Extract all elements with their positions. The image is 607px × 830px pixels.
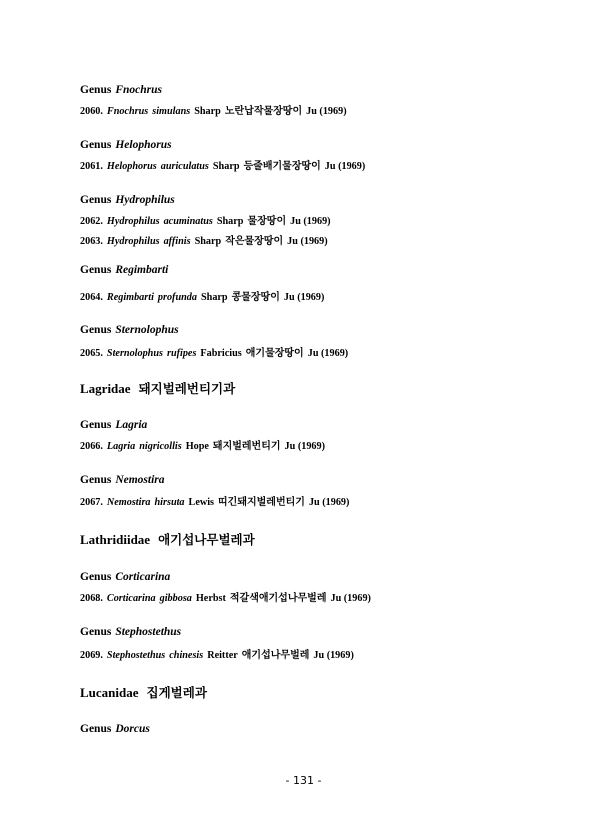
entry-species: nigricollis [139, 441, 182, 452]
entry-korean-name: 돼지벌레번티기 [212, 441, 281, 452]
family-korean-name: 집게벌레과 [146, 685, 207, 700]
species-entry [80, 646, 354, 661]
entry-genus: Lagria [106, 441, 136, 452]
entry-reference: Ju (1969) [330, 593, 371, 604]
entry-genus: Fnochrus [106, 106, 149, 117]
genus-label: Genus [80, 264, 112, 276]
genus-heading [80, 264, 168, 276]
entry-korean-name: 띠긴돼지벌레번티기 [218, 497, 305, 508]
species-entry [80, 493, 349, 508]
genus-heading [80, 571, 170, 583]
genus-heading [80, 194, 175, 206]
entry-korean-name: 노란납작물장땅이 [224, 106, 303, 117]
entry-reference: Ju (1969) [307, 348, 349, 359]
genus-label: Genus [80, 194, 112, 206]
entry-number: 2069. [80, 650, 103, 661]
family-name: Lucanidae [80, 685, 139, 700]
entry-species: profunda [157, 292, 197, 303]
entry-species: affinis [163, 236, 191, 247]
entry-korean-name: 콩물장땅이 [231, 292, 280, 303]
genus-heading [80, 84, 162, 96]
family-name: Lagridae [80, 381, 131, 396]
family-name: Lathridiidae [80, 532, 151, 547]
entry-number: 2062. [80, 216, 103, 227]
genus-name: Nemostira [115, 474, 165, 486]
genus-heading [80, 474, 165, 486]
species-entry [80, 288, 324, 303]
entry-genus: Helophorus [106, 161, 157, 172]
entry-genus: Corticarina [106, 593, 156, 604]
genus-label: Genus [80, 84, 112, 96]
entry-genus: Hydrophilus [106, 216, 160, 227]
entry-number: 2067. [80, 497, 103, 508]
entry-species: acuminatus [163, 216, 213, 227]
entry-number: 2065. [80, 348, 103, 359]
genus-label: Genus [80, 571, 112, 583]
species-entry [80, 344, 348, 359]
species-entry [80, 589, 371, 604]
entry-genus: Stephostethus [106, 650, 166, 661]
entry-author: Sharp [194, 236, 222, 247]
genus-name: Fnochrus [115, 84, 162, 96]
entry-author: Sharp [200, 292, 228, 303]
entry-genus: Regimbarti [106, 292, 154, 303]
species-entry [80, 232, 328, 247]
entry-reference: Ju (1969) [284, 441, 326, 452]
entry-reference: Ju (1969) [324, 161, 366, 172]
family-heading [80, 683, 207, 701]
genus-label: Genus [80, 723, 112, 735]
genus-label: Genus [80, 324, 112, 336]
genus-label: Genus [80, 419, 112, 431]
genus-name: Lagria [115, 419, 148, 431]
page-number: - 131 - [285, 774, 322, 787]
entry-author: Hope [185, 441, 209, 452]
family-heading [80, 530, 255, 548]
genus-heading [80, 419, 147, 431]
species-entry [80, 102, 347, 117]
genus-label: Genus [80, 626, 112, 638]
genus-name: Regimbarti [115, 264, 169, 276]
entry-species: rufipes [166, 348, 197, 359]
species-entry [80, 437, 325, 452]
entry-genus: Nemostira [106, 497, 151, 508]
entry-reference: Ju (1969) [306, 106, 347, 117]
species-entry [80, 212, 331, 227]
entry-author: Herbst [195, 593, 226, 604]
genus-label: Genus [80, 139, 112, 151]
entry-reference: Ju (1969) [313, 650, 354, 661]
entry-reference: Ju (1969) [287, 236, 328, 247]
family-korean-name: 돼지벌레번티기과 [138, 381, 236, 396]
entry-number: 2068. [80, 593, 103, 604]
entry-korean-name: 등줄배기물장땅이 [243, 161, 321, 172]
entry-reference: Ju (1969) [290, 216, 331, 227]
entry-korean-name: 적갈색애기섭나무벌레 [229, 593, 327, 604]
genus-heading [80, 139, 172, 151]
entry-korean-name: 물장땅이 [247, 216, 287, 227]
entry-species: hirsuta [154, 497, 185, 508]
entry-species: auriculatus [160, 161, 209, 172]
entry-species: gibbosa [159, 593, 192, 604]
genus-name: Dorcus [115, 723, 150, 735]
entry-number: 2064. [80, 292, 103, 303]
entry-korean-name: 애기섭나무벌레 [241, 650, 310, 661]
genus-name: Sternolophus [115, 324, 179, 336]
entry-genus: Sternolophus [106, 348, 163, 359]
genus-label: Genus [80, 474, 112, 486]
entry-author: Sharp [212, 161, 240, 172]
genus-heading [80, 324, 179, 336]
entry-korean-name: 작은물장땅이 [225, 236, 284, 247]
family-heading [80, 379, 235, 397]
entry-number: 2066. [80, 441, 103, 452]
entry-genus: Hydrophilus [106, 236, 160, 247]
entry-number: 2063. [80, 236, 103, 247]
entry-number: 2061. [80, 161, 103, 172]
genus-name: Helophorus [115, 139, 172, 151]
genus-heading [80, 626, 181, 638]
entry-reference: Ju (1969) [308, 497, 350, 508]
entry-author: Reitter [207, 650, 238, 661]
entry-author: Sharp [194, 106, 221, 117]
entry-reference: Ju (1969) [283, 292, 325, 303]
genus-name: Stephostethus [115, 626, 182, 638]
genus-name: Hydrophilus [115, 194, 175, 206]
family-korean-name: 애기섭나무벌레과 [158, 532, 255, 547]
species-entry [80, 157, 365, 172]
genus-name: Corticarina [115, 571, 171, 583]
entry-author: Fabricius [200, 348, 242, 359]
genus-heading [80, 723, 150, 735]
entry-korean-name: 애기물장땅이 [245, 348, 304, 359]
entry-species: chinesis [169, 650, 204, 661]
entry-number: 2060. [80, 106, 103, 117]
entry-species: simulans [152, 106, 191, 117]
entry-author: Lewis [188, 497, 214, 508]
entry-author: Sharp [216, 216, 244, 227]
